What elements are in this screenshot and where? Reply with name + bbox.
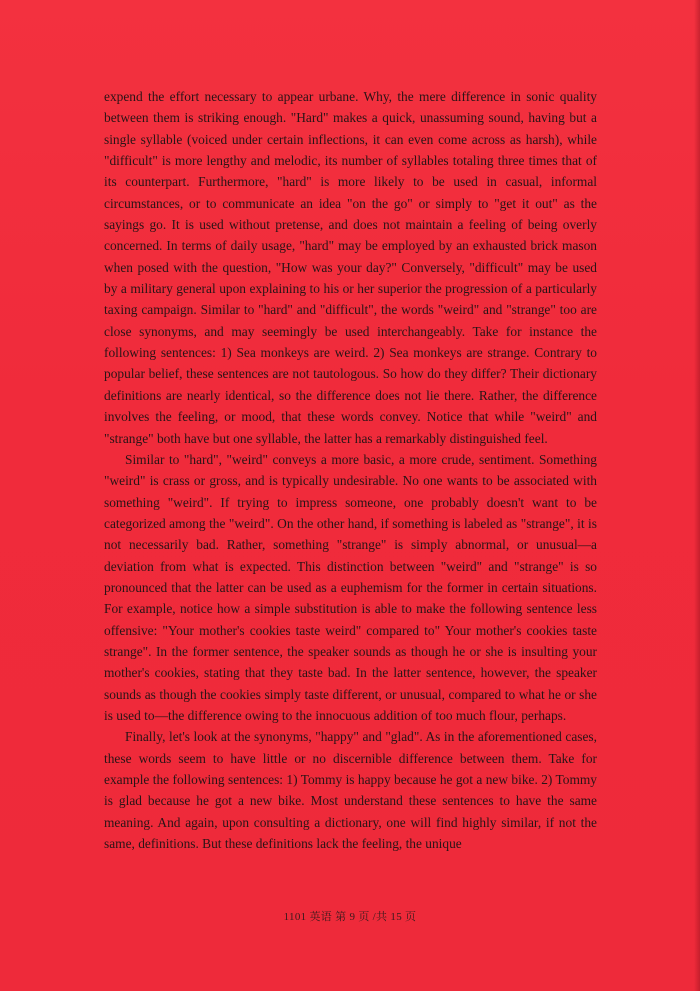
paragraph-2: Similar to "hard", "weird" conveys a more basic, a more crude, sentiment. Something "weird" is crass or gross, and is typically undesirable. No one wants to be associated with something "weird". If trying to impress someone, one probably doesn't want to be categorized among the "weird". On the other hand, if something is labeled as "strange", it is not necessarily bad. Rather, something "strange" is simply abnormal, or unusual—a deviation from what is expected. This distinction between "weird" and "strange" is so pronounced that the latter can be used as a euphemism for the former in certain situations. For example, notice how a simple substitution is able to make the following sentence less offensive: "Your mother's cookies taste weird" compared to" Your mother's cookies taste strange". In the former sentence, the speaker sounds as though he or she is insulting your mother's cookies, stating that they taste bad. In the latter sentence, however, the speaker sounds as though the cookies simply taste different, or unusual, compared to what he or she is used to—the difference owing to the innocuous addition of too much flour, perhaps. (104, 451, 597, 723)
paragraph-3: Finally, let's look at the synonyms, "happy" and "glad". As in the aforementioned cases, these words seem to have little or no discernible difference between them. Take for example the following sentences: 1) Tommy is happy because he got a new bike. 2) Tommy is glad because he got a new bike. Most understand these sentences to have the same meaning. And again, upon consulting a dictionary, one will find highly similar, if not the same, definitions. But these definitions lack the feeling, the unique (104, 729, 597, 852)
paragraph-1: expend the effort necessary to appear urbane. Why, the mere difference in sonic quality between them is striking enough. "Hard" makes a quick, unassuming sound, having but a single syllable (voiced under certain inflections, it can even come across as harsh), while "difficult" is more lengthy and melodic, its number of syllables totaling three times that of its counterpart. Furthermore, "hard" is more likely to be used in casual, informal circumstances, or to communicate an idea "on the go" or simply to "get it out" as the sayings go. It is used without pretense, and does not maintain a feeling of being overly concerned. In terms of daily usage, "hard" may be employed by an exhausted brick mason when posed with the question, "How was your day?" Conversely, "difficult" may be used by a military general upon explaining to his or her superior the progression of a particularly taxing campaign. Similar to "hard" and "difficult", the words "weird" and "strange" too are close synonyms, and may seemingly be used interchangeably. Take for instance the following sentences: 1) Sea monkeys are weird. 2) Sea monkeys are strange. Contrary to popular belief, these sentences are not tautologous. So how do they differ? Their dictionary definitions are nearly identical, so the difference does not lie there. Rather, the difference involves the feeling, or mood, that these words convey. Notice that while "weird" and "strange" both have but one syllable, the latter has a remarkably distinguished feel. (104, 89, 597, 446)
page-edge-shadow (694, 0, 700, 991)
page-footer: 1101 英语 第 9 页 /共 15 页 (283, 911, 417, 923)
body-text (104, 86, 597, 854)
